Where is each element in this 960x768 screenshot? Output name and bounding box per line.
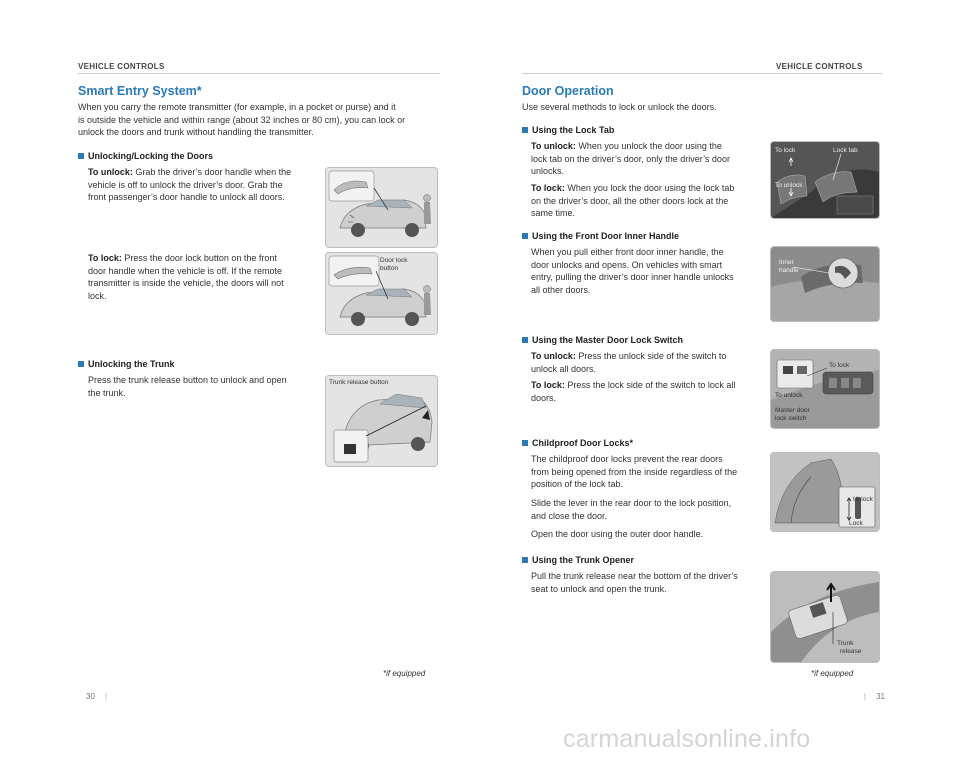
childproof-paragraph-3: Open the door using the outer door handle. bbox=[531, 529, 704, 539]
to-unlock-paragraph: To unlock: Grab the driver’s door handle when the vehicle is off to unlock the driver’s door. Grab the front passenger’s door handle to unlock all doors. bbox=[88, 167, 292, 203]
footnote-left: *if equipped bbox=[383, 669, 426, 678]
childproof-paragraph-2: Slide the lever in the rear door to the lock position, and close the door. bbox=[531, 498, 732, 521]
right-page bbox=[480, 0, 960, 768]
bullet-square-icon bbox=[522, 337, 528, 343]
folio-separator: | bbox=[864, 692, 867, 701]
running-head-right: VEHICLE CONTROLS bbox=[776, 62, 863, 71]
master-switch-lock-paragraph: To lock: Press the lock side of the switch to lock all doors. bbox=[531, 380, 736, 403]
figure-trunk-opener bbox=[770, 571, 880, 663]
trunk-release-illustration bbox=[326, 376, 437, 466]
figure-label-master-door-lock-switch: Master door lock switch bbox=[775, 407, 810, 422]
smart-entry-intro bbox=[78, 101, 443, 139]
figure-grab-door-handle bbox=[325, 167, 438, 248]
figure-label-trunk-release: Trunk release bbox=[837, 640, 862, 655]
trunk-opener-paragraph: Pull the trunk release near the bottom of the driver’s seat to unlock and open the trunk. bbox=[531, 571, 738, 594]
inner-handle-paragraph: When you pull either front door inner handle, the door unlocks and opens. On vehicles with smart entry, pulling the driver’s door inner handle unlocks all other doors. bbox=[531, 247, 734, 295]
intro-line: is outside the vehicle and within range (about 32 inches or 80 cm), you can lock or bbox=[78, 114, 406, 125]
bullet-square-icon bbox=[78, 361, 84, 367]
bullet-square-icon bbox=[78, 153, 84, 159]
bullet-square-icon bbox=[522, 127, 528, 133]
figure-label-to-unlock: To unlock bbox=[775, 182, 803, 189]
bullet-square-icon bbox=[522, 557, 528, 563]
subheading-unlocking-trunk: Unlocking the Trunk bbox=[78, 359, 175, 369]
watermark-text: carmanualsonline.info bbox=[563, 725, 811, 753]
figure-master-switch bbox=[770, 349, 880, 429]
figure-label-to-unlock: To unlock bbox=[775, 392, 803, 399]
subheading-unlocking-locking-doors: Unlocking/Locking the Doors bbox=[78, 151, 213, 161]
section-title-door-operation: Door Operation bbox=[522, 84, 614, 98]
header-rule-left bbox=[78, 73, 440, 74]
bullet-square-icon bbox=[522, 440, 528, 446]
figure-label-door-lock-button: Door lock button bbox=[380, 257, 408, 272]
figure-label-lock-tab: Lock tab bbox=[833, 147, 858, 154]
subheading-childproof-locks: Childproof Door Locks* bbox=[522, 438, 633, 448]
page-number-left: 30 | bbox=[86, 692, 107, 701]
subheading-master-switch: Using the Master Door Lock Switch bbox=[522, 335, 683, 345]
bullet-square-icon bbox=[522, 233, 528, 239]
figure-trunk-release-button bbox=[325, 375, 438, 467]
figure-lock-tab bbox=[770, 141, 880, 219]
figure-label-to-lock: To lock bbox=[829, 362, 850, 369]
subheading-inner-handle: Using the Front Door Inner Handle bbox=[522, 231, 679, 241]
figure-label-unlock: Unlock bbox=[853, 496, 873, 503]
car-door-handle-illustration bbox=[326, 168, 437, 247]
section-title-smart-entry: Smart Entry System* bbox=[78, 84, 202, 98]
lock-tab-unlock-paragraph: To unlock: When you unlock the door using the lock tab on the driver’s door, only the driver’s door unlocks. bbox=[531, 141, 730, 177]
figure-door-lock-button bbox=[325, 252, 438, 335]
folio-separator: | bbox=[104, 692, 107, 701]
footnote-right: *if equipped bbox=[811, 669, 854, 678]
figure-inner-handle bbox=[770, 246, 880, 322]
trunk-paragraph: Press the trunk release button to unlock and open the trunk. bbox=[88, 375, 287, 398]
subheading-trunk-opener: Using the Trunk Opener bbox=[522, 555, 634, 565]
figure-label-to-lock: To lock bbox=[775, 147, 796, 154]
to-lock-paragraph: To lock: Press the door lock button on the front door handle when the vehicle is off. If the remote transmitter is inside the vehicle, the doors will not lock. bbox=[88, 253, 284, 301]
trunk-opener-illustration bbox=[771, 572, 879, 662]
intro-line: When you carry the remote transmitter (for example, in a pocket or purse) and it bbox=[78, 102, 396, 112]
figure-childproof-lock bbox=[770, 452, 880, 532]
figure-label-trunk-release-button: Trunk release button bbox=[329, 379, 389, 386]
page-number-right: | 31 bbox=[864, 692, 885, 701]
subheading-lock-tab: Using the Lock Tab bbox=[522, 125, 614, 135]
door-operation-intro: Use several methods to lock or unlock the doors. bbox=[522, 102, 717, 112]
master-switch-unlock-paragraph: To unlock: Press the unlock side of the switch to unlock all doors. bbox=[531, 351, 727, 374]
intro-line: unlock the doors and trunk without handling the transmitter. bbox=[78, 127, 314, 138]
figure-label-inner-handle: Inner handle bbox=[779, 259, 799, 274]
running-head-left: VEHICLE CONTROLS bbox=[78, 62, 165, 71]
lock-tab-lock-paragraph: To lock: When you lock the door using the lock tab on the driver’s door, all the other doors lock at the same time. bbox=[531, 183, 735, 219]
childproof-paragraph-1: The childproof door locks prevent the rear doors from being opened from the inside regardless of the position of the lock tab. bbox=[531, 454, 738, 490]
header-rule-right bbox=[522, 73, 882, 74]
figure-label-lock: Lock bbox=[849, 520, 863, 527]
